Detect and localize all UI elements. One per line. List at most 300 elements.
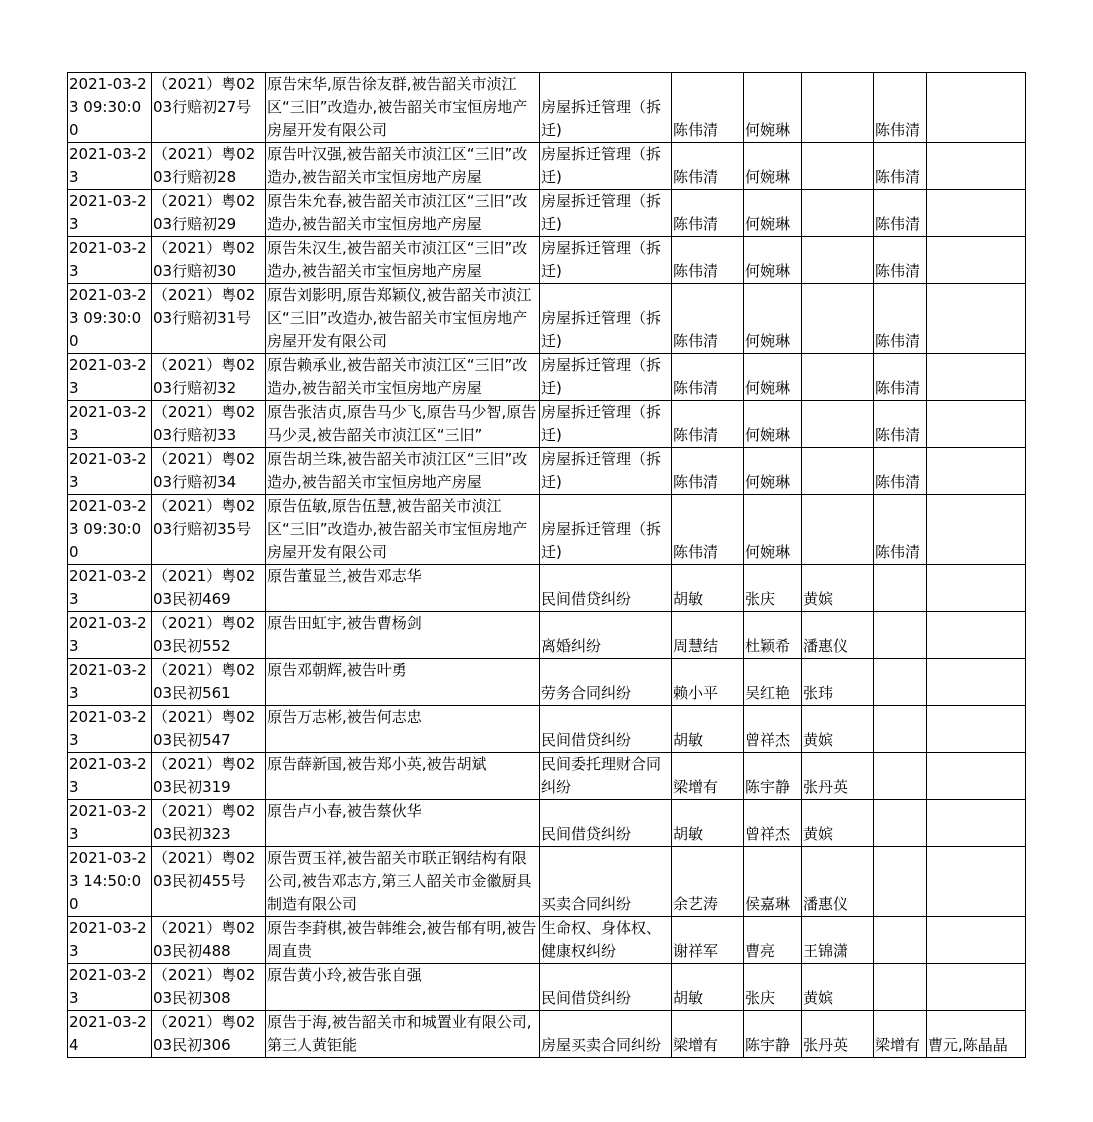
judge-cell <box>672 917 744 964</box>
case-number-cell <box>152 237 266 284</box>
case-number-cell-text: （2021）粤0203行赔初30 <box>153 239 256 280</box>
parties-cell <box>266 847 540 917</box>
extra-cell <box>927 495 1026 565</box>
judge-cell-text: 胡敏 <box>673 989 704 1007</box>
cause-cell-text: 房屋拆迁管理（拆迁) <box>541 192 662 233</box>
parties-cell-text: 原告万志彬,被告何志忠 <box>267 708 422 726</box>
date-cell-text: 2021-03-23 <box>69 966 147 1007</box>
case-number-cell <box>152 73 266 143</box>
parties-cell-text: 原告黄小玲,被告张自强 <box>267 966 422 984</box>
parties-cell-text: 原告董显兰,被告邓志华 <box>267 567 422 585</box>
table-row <box>68 73 1026 143</box>
clerk-cell <box>744 190 802 237</box>
parties-cell <box>266 1011 540 1058</box>
table-row <box>68 401 1026 448</box>
case-number-cell <box>152 917 266 964</box>
case-number-cell <box>152 753 266 800</box>
parties-cell-text: 原告于海,被告韶关市和城置业有限公司,第三人黄钜能 <box>267 1013 532 1054</box>
presiding-cell <box>874 495 927 565</box>
case-number-cell <box>152 448 266 495</box>
date-cell <box>68 190 152 237</box>
cause-cell <box>540 659 672 706</box>
date-cell-text: 2021-03-23 <box>69 567 147 608</box>
date-cell <box>68 495 152 565</box>
clerk-cell <box>744 659 802 706</box>
case-number-cell-text: （2021）粤0203民初455号 <box>153 849 256 890</box>
case-number-cell-text: （2021）粤0203行赔初35号 <box>153 497 256 538</box>
presiding-cell <box>874 73 927 143</box>
presiding-cell-text: 陈伟清 <box>875 543 921 561</box>
case-number-cell <box>152 706 266 753</box>
case-number-cell <box>152 284 266 354</box>
case-number-cell-text: （2021）粤0203行赔初29 <box>153 192 256 233</box>
judge-cell-text: 陈伟清 <box>673 262 719 280</box>
clerk-cell <box>744 143 802 190</box>
cause-cell <box>540 612 672 659</box>
cause-cell-text: 房屋拆迁管理（拆迁) <box>541 309 662 350</box>
presiding-cell <box>874 448 927 495</box>
date-cell-text: 2021-03-23 <box>69 708 147 749</box>
judge-cell <box>672 612 744 659</box>
judge-cell-text: 胡敏 <box>673 590 704 608</box>
cause-cell <box>540 847 672 917</box>
juror-cell <box>802 706 874 753</box>
parties-cell <box>266 706 540 753</box>
case-number-cell-text: （2021）粤0203民初561 <box>153 661 256 702</box>
parties-cell-text: 原告卢小春,被告蔡伙华 <box>267 802 422 820</box>
parties-cell <box>266 237 540 284</box>
date-cell-text: 2021-03-23 <box>69 192 147 233</box>
parties-cell-text: 原告张洁贞,原告马少飞,原告马少智,原告马少灵,被告韶关市浈江区“三旧” <box>267 403 537 444</box>
cause-cell <box>540 448 672 495</box>
juror-cell <box>802 237 874 284</box>
judge-cell <box>672 73 744 143</box>
date-cell-text: 2021-03-23 <box>69 145 147 186</box>
extra-cell <box>927 143 1026 190</box>
parties-cell <box>266 284 540 354</box>
judge-cell-text: 陈伟清 <box>673 215 719 233</box>
clerk-cell-text: 张庆 <box>745 989 776 1007</box>
cause-cell <box>540 495 672 565</box>
table-row <box>68 565 1026 612</box>
presiding-cell-text: 陈伟清 <box>875 379 921 397</box>
judge-cell <box>672 800 744 847</box>
juror-cell-text: 王锦潇 <box>803 942 849 960</box>
date-cell <box>68 706 152 753</box>
juror-cell <box>802 495 874 565</box>
cause-cell <box>540 917 672 964</box>
parties-cell-text: 原告贾玉祥,被告韶关市联正钢结构有限公司,被告邓志方,第三人韶关市金徽厨具制造有限公司 <box>267 849 532 913</box>
case-number-cell-text: （2021）粤0203民初488 <box>153 919 256 960</box>
parties-cell-text: 原告田虹宇,被告曹杨剑 <box>267 614 422 632</box>
case-number-cell <box>152 401 266 448</box>
clerk-cell-text: 何婉琳 <box>745 543 791 561</box>
clerk-cell-text: 张庆 <box>745 590 776 608</box>
judge-cell-text: 陈伟清 <box>673 543 719 561</box>
cause-cell-text: 民间借贷纠纷 <box>541 825 632 843</box>
juror-cell <box>802 448 874 495</box>
case-number-cell <box>152 190 266 237</box>
extra-cell <box>927 73 1026 143</box>
juror-cell-text: 张玮 <box>803 684 834 702</box>
parties-cell-text: 原告刘影明,原告郑颖仪,被告韶关市浈江区“三旧”改造办,被告韶关市宝恒房地产房屋开发有限公司 <box>267 286 532 350</box>
juror-cell <box>802 917 874 964</box>
judge-cell-text: 梁增有 <box>673 778 719 796</box>
case-number-cell-text: （2021）粤0203民初306 <box>153 1013 256 1054</box>
juror-cell <box>802 753 874 800</box>
presiding-cell-text: 陈伟清 <box>875 215 921 233</box>
case-number-cell-text: （2021）粤0203民初308 <box>153 966 256 1007</box>
juror-cell-text: 张丹英 <box>803 778 849 796</box>
cause-cell-text: 民间借贷纠纷 <box>541 989 632 1007</box>
juror-cell-text: 潘惠仪 <box>803 637 849 655</box>
judge-cell <box>672 143 744 190</box>
case-number-cell-text: （2021）粤0203民初469 <box>153 567 256 608</box>
cause-cell <box>540 753 672 800</box>
case-number-cell <box>152 495 266 565</box>
parties-cell <box>266 143 540 190</box>
parties-cell-text: 原告李葑棋,被告韩维会,被告郁有明,被告周直贵 <box>267 919 537 960</box>
cause-cell-text: 房屋拆迁管理（拆迁) <box>541 356 662 397</box>
date-cell-text: 2021-03-23 <box>69 661 147 702</box>
table-row <box>68 964 1026 1011</box>
parties-cell-text: 原告胡兰珠,被告韶关市浈江区“三旧”改造办,被告韶关市宝恒房地产房屋 <box>267 450 528 491</box>
date-cell-text: 2021-03-23 <box>69 356 147 397</box>
presiding-cell <box>874 706 927 753</box>
table-row <box>68 612 1026 659</box>
cause-cell-text: 民间委托理财合同纠纷 <box>541 755 662 796</box>
table-body <box>68 73 1026 1058</box>
presiding-cell <box>874 237 927 284</box>
clerk-cell-text: 何婉琳 <box>745 262 791 280</box>
presiding-cell-text: 陈伟清 <box>875 168 921 186</box>
date-cell-text: 2021-03-23 <box>69 802 147 843</box>
presiding-cell-text: 陈伟清 <box>875 332 921 350</box>
juror-cell <box>802 565 874 612</box>
judge-cell <box>672 706 744 753</box>
case-number-cell <box>152 612 266 659</box>
date-cell-text: 2021-03-23 <box>69 919 147 960</box>
clerk-cell <box>744 401 802 448</box>
extra-cell-text: 曹元,陈晶晶 <box>928 1036 1008 1054</box>
parties-cell-text: 原告赖承业,被告韶关市浈江区“三旧”改造办,被告韶关市宝恒房地产房屋 <box>267 356 528 397</box>
judge-cell-text: 陈伟清 <box>673 121 719 139</box>
clerk-cell-text: 侯嘉琳 <box>745 895 791 913</box>
cause-cell-text: 房屋拆迁管理（拆迁) <box>541 98 662 139</box>
parties-cell <box>266 73 540 143</box>
cause-cell-text: 生命权、身体权、健康权纠纷 <box>541 919 662 960</box>
clerk-cell <box>744 917 802 964</box>
judge-cell-text: 陈伟清 <box>673 332 719 350</box>
date-cell <box>68 565 152 612</box>
presiding-cell <box>874 800 927 847</box>
judge-cell <box>672 448 744 495</box>
clerk-cell <box>744 847 802 917</box>
parties-cell <box>266 800 540 847</box>
date-cell-text: 2021-03-23 <box>69 755 147 796</box>
date-cell <box>68 401 152 448</box>
juror-cell-text: 张丹英 <box>803 1036 849 1054</box>
parties-cell <box>266 495 540 565</box>
cause-cell <box>540 401 672 448</box>
schedule-table <box>67 72 1026 1058</box>
parties-cell <box>266 190 540 237</box>
judge-cell <box>672 659 744 706</box>
parties-cell-text: 原告宋华,原告徐友群,被告韶关市浈江区“三旧”改造办,被告韶关市宝恒房地产房屋开发有限公司 <box>267 75 528 139</box>
extra-cell <box>927 917 1026 964</box>
clerk-cell-text: 曹亮 <box>745 942 776 960</box>
cause-cell-text: 民间借贷纠纷 <box>541 590 632 608</box>
presiding-cell <box>874 354 927 401</box>
table-row <box>68 659 1026 706</box>
juror-cell <box>802 964 874 1011</box>
parties-cell <box>266 917 540 964</box>
parties-cell-text: 原告朱汉生,被告韶关市浈江区“三旧”改造办,被告韶关市宝恒房地产房屋 <box>267 239 528 280</box>
judge-cell-text: 余艺涛 <box>673 895 719 913</box>
date-cell <box>68 143 152 190</box>
presiding-cell <box>874 964 927 1011</box>
judge-cell <box>672 964 744 1011</box>
cause-cell-text: 房屋拆迁管理（拆迁) <box>541 239 662 280</box>
clerk-cell-text: 何婉琳 <box>745 168 791 186</box>
judge-cell-text: 陈伟清 <box>673 426 719 444</box>
presiding-cell <box>874 143 927 190</box>
parties-cell <box>266 659 540 706</box>
judge-cell-text: 梁增有 <box>673 1036 719 1054</box>
judge-cell-text: 周慧结 <box>673 637 719 655</box>
case-number-cell <box>152 565 266 612</box>
cause-cell <box>540 190 672 237</box>
table-row <box>68 354 1026 401</box>
cause-cell <box>540 143 672 190</box>
case-number-cell <box>152 847 266 917</box>
case-number-cell-text: （2021）粤0203行赔初33 <box>153 403 256 444</box>
date-cell-text: 2021-03-24 <box>69 1013 147 1054</box>
date-cell <box>68 1011 152 1058</box>
extra-cell <box>927 284 1026 354</box>
date-cell-text: 2021-03-23 09:30:00 <box>69 75 147 139</box>
judge-cell-text: 胡敏 <box>673 825 704 843</box>
case-number-cell <box>152 800 266 847</box>
case-number-cell <box>152 1011 266 1058</box>
extra-cell <box>927 847 1026 917</box>
table-row <box>68 284 1026 354</box>
table-row <box>68 495 1026 565</box>
date-cell <box>68 612 152 659</box>
juror-cell-text: 潘惠仪 <box>803 895 849 913</box>
juror-cell-text: 黄嫔 <box>803 731 834 749</box>
cause-cell <box>540 800 672 847</box>
clerk-cell-text: 杜颖希 <box>745 637 791 655</box>
cause-cell <box>540 237 672 284</box>
parties-cell <box>266 964 540 1011</box>
parties-cell <box>266 354 540 401</box>
judge-cell <box>672 1011 744 1058</box>
judge-cell <box>672 401 744 448</box>
juror-cell <box>802 284 874 354</box>
extra-cell <box>927 401 1026 448</box>
extra-cell <box>927 753 1026 800</box>
clerk-cell <box>744 284 802 354</box>
table-row <box>68 143 1026 190</box>
presiding-cell-text: 陈伟清 <box>875 473 921 491</box>
table-row <box>68 706 1026 753</box>
judge-cell-text: 赖小平 <box>673 684 719 702</box>
juror-cell-text: 黄嫔 <box>803 590 834 608</box>
clerk-cell-text: 何婉琳 <box>745 379 791 397</box>
judge-cell <box>672 847 744 917</box>
clerk-cell-text: 曾祥杰 <box>745 825 791 843</box>
cause-cell <box>540 73 672 143</box>
juror-cell <box>802 612 874 659</box>
date-cell <box>68 753 152 800</box>
cause-cell <box>540 706 672 753</box>
presiding-cell <box>874 753 927 800</box>
date-cell-text: 2021-03-23 <box>69 239 147 280</box>
date-cell-text: 2021-03-23 <box>69 614 147 655</box>
judge-cell <box>672 354 744 401</box>
extra-cell <box>927 237 1026 284</box>
parties-cell <box>266 612 540 659</box>
extra-cell <box>927 1011 1026 1058</box>
date-cell <box>68 847 152 917</box>
clerk-cell <box>744 73 802 143</box>
cause-cell <box>540 964 672 1011</box>
table-row <box>68 190 1026 237</box>
case-number-cell <box>152 354 266 401</box>
presiding-cell-text: 梁增有 <box>875 1036 921 1054</box>
judge-cell-text: 胡敏 <box>673 731 704 749</box>
extra-cell <box>927 800 1026 847</box>
presiding-cell-text: 陈伟清 <box>875 262 921 280</box>
juror-cell <box>802 143 874 190</box>
judge-cell <box>672 753 744 800</box>
table-row <box>68 448 1026 495</box>
case-number-cell-text: （2021）粤0203民初552 <box>153 614 256 655</box>
parties-cell-text: 原告叶汉强,被告韶关市浈江区“三旧”改造办,被告韶关市宝恒房地产房屋 <box>267 145 528 186</box>
extra-cell <box>927 659 1026 706</box>
judge-cell-text: 陈伟清 <box>673 379 719 397</box>
cause-cell <box>540 1011 672 1058</box>
date-cell <box>68 800 152 847</box>
cause-cell-text: 民间借贷纠纷 <box>541 731 632 749</box>
case-number-cell-text: （2021）粤0203行赔初28 <box>153 145 256 186</box>
case-number-cell-text: （2021）粤0203行赔初31号 <box>153 286 256 327</box>
case-number-cell <box>152 964 266 1011</box>
parties-cell <box>266 401 540 448</box>
clerk-cell <box>744 612 802 659</box>
juror-cell <box>802 401 874 448</box>
date-cell-text: 2021-03-23 14:50:00 <box>69 849 147 913</box>
date-cell <box>68 284 152 354</box>
clerk-cell <box>744 1011 802 1058</box>
juror-cell-text: 黄嫔 <box>803 989 834 1007</box>
date-cell <box>68 659 152 706</box>
extra-cell <box>927 612 1026 659</box>
judge-cell <box>672 565 744 612</box>
parties-cell <box>266 753 540 800</box>
clerk-cell-text: 吴红艳 <box>745 684 791 702</box>
judge-cell <box>672 237 744 284</box>
cause-cell <box>540 565 672 612</box>
cause-cell <box>540 284 672 354</box>
parties-cell-text: 原告薛新国,被告郑小英,被告胡斌 <box>267 755 487 773</box>
clerk-cell-text: 曾祥杰 <box>745 731 791 749</box>
table-row <box>68 847 1026 917</box>
parties-cell-text: 原告朱允春,被告韶关市浈江区“三旧”改造办,被告韶关市宝恒房地产房屋 <box>267 192 528 233</box>
presiding-cell <box>874 190 927 237</box>
cause-cell <box>540 354 672 401</box>
judge-cell <box>672 284 744 354</box>
case-number-cell-text: （2021）粤0203行赔初32 <box>153 356 256 397</box>
date-cell <box>68 448 152 495</box>
extra-cell <box>927 964 1026 1011</box>
cause-cell-text: 房屋拆迁管理（拆迁) <box>541 145 662 186</box>
presiding-cell <box>874 284 927 354</box>
date-cell <box>68 354 152 401</box>
presiding-cell-text: 陈伟清 <box>875 121 921 139</box>
parties-cell-text: 原告伍敏,原告伍慧,被告韶关市浈江区“三旧”改造办,被告韶关市宝恒房地产房屋开发有限公司 <box>267 497 528 561</box>
juror-cell <box>802 190 874 237</box>
judge-cell <box>672 190 744 237</box>
extra-cell <box>927 354 1026 401</box>
juror-cell <box>802 73 874 143</box>
date-cell <box>68 964 152 1011</box>
date-cell <box>68 917 152 964</box>
juror-cell-text: 黄嫔 <box>803 825 834 843</box>
clerk-cell <box>744 800 802 847</box>
presiding-cell <box>874 847 927 917</box>
clerk-cell <box>744 964 802 1011</box>
table-row <box>68 237 1026 284</box>
cause-cell-text: 买卖合同纠纷 <box>541 895 632 913</box>
case-number-cell-text: （2021）粤0203行赔初27号 <box>153 75 256 116</box>
juror-cell <box>802 847 874 917</box>
clerk-cell <box>744 237 802 284</box>
cause-cell-text: 房屋买卖合同纠纷 <box>541 1036 662 1054</box>
clerk-cell-text: 何婉琳 <box>745 332 791 350</box>
clerk-cell <box>744 565 802 612</box>
juror-cell <box>802 1011 874 1058</box>
juror-cell <box>802 354 874 401</box>
clerk-cell <box>744 495 802 565</box>
presiding-cell <box>874 917 927 964</box>
judge-cell <box>672 495 744 565</box>
presiding-cell-text: 陈伟清 <box>875 426 921 444</box>
cause-cell-text: 房屋拆迁管理（拆迁) <box>541 520 662 561</box>
table-row <box>68 800 1026 847</box>
extra-cell <box>927 190 1026 237</box>
case-number-cell-text: （2021）粤0203民初323 <box>153 802 256 843</box>
case-number-cell-text: （2021）粤0203民初319 <box>153 755 256 796</box>
extra-cell <box>927 448 1026 495</box>
table-row <box>68 917 1026 964</box>
date-cell-text: 2021-03-23 <box>69 403 147 444</box>
presiding-cell <box>874 1011 927 1058</box>
clerk-cell-text: 何婉琳 <box>745 121 791 139</box>
extra-cell <box>927 706 1026 753</box>
presiding-cell <box>874 659 927 706</box>
case-number-cell-text: （2021）粤0203行赔初34 <box>153 450 256 491</box>
clerk-cell-text: 陈宇静 <box>745 1036 791 1054</box>
clerk-cell-text: 何婉琳 <box>745 426 791 444</box>
case-number-cell-text: （2021）粤0203民初547 <box>153 708 256 749</box>
presiding-cell <box>874 565 927 612</box>
case-number-cell <box>152 659 266 706</box>
cause-cell-text: 房屋拆迁管理（拆迁) <box>541 450 662 491</box>
presiding-cell <box>874 612 927 659</box>
judge-cell-text: 谢祥军 <box>673 942 719 960</box>
